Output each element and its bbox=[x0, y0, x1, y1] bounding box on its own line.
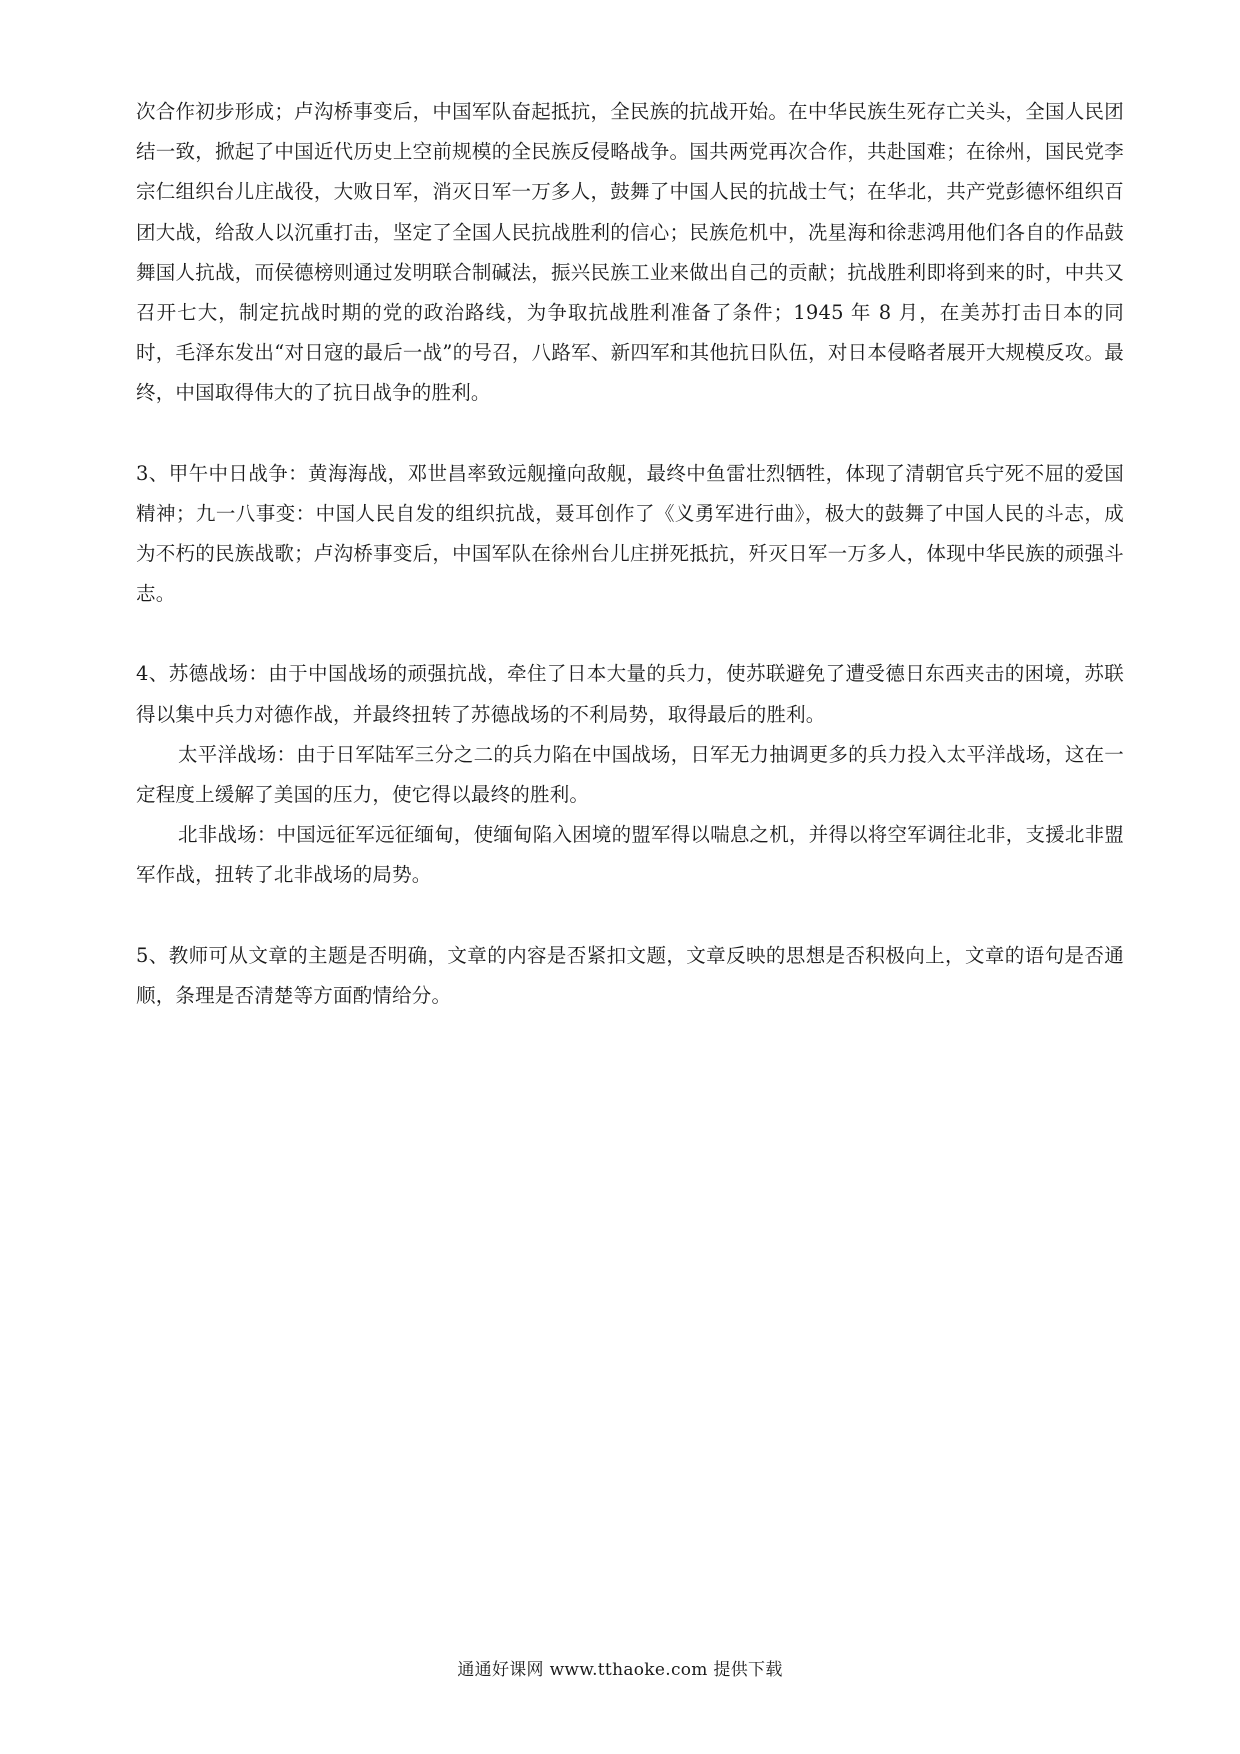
page-footer: 通通好课网 www.tthaoke.com 提供下载 bbox=[457, 1660, 783, 1680]
paragraph-continuation: 次合作初步形成；卢沟桥事变后，中国军队奋起抵抗，全民族的抗战开始。在中华民族生死存亡关头，全国人民团结一致，掀起了中国近代历史上空前规模的全民族反侵略战争。国共两党再次合作，共赴国难；在徐州，国民党李宗仁组织台儿庄战役，大败日军，消灭日军一万多人，鼓舞了中国人民的抗战士气；在华北，共产党彭德怀组织百团大战，给敌人以沉重打击，坚定了全国人民抗战胜利的信心；民族危机中，冼星海和徐悲鸿用他们各自的作品鼓舞国人抗战，而侯德榜则通过发明联合制碱法，振兴民族工业来做出自己的贡献；抗战胜利即将到来的时，中共又召开七大，制定抗战时期的党的政治路线，为争取抗战胜利准备了条件；1945 年 8 月，在美苏打击日本的同时，毛泽东发出“对日寇的最后一战”的号召，八路军、新四军和其他抗日队伍，对日本侵略者展开大规模反攻。最终，中国取得伟大的了抗日战争的胜利。 bbox=[136, 100, 1124, 405]
paragraph-answer-5: 5、教师可从文章的主题是否明确，文章的内容是否紧扣文题，文章反映的思想是否积极向上，文章的语句是否通顺，条理是否清楚等方面酌情给分。 bbox=[136, 943, 1124, 1007]
document-body bbox=[136, 92, 1124, 1016]
paragraph-answer-4: 4、苏德战场：由于中国战场的顽强抗战，牵住了日本大量的兵力，使苏联避免了遭受德日东西夹击的困境，苏联得以集中兵力对德作战，并最终扭转了苏德战场的不利局势，取得最后的胜利。 bbox=[136, 662, 1124, 726]
paragraph-north-africa-theater: 北非战场：中国远征军远征缅甸，使缅甸陷入困境的盟军得以喘息之机，并得以将空军调往北非，支援北非盟军作战，扭转了北非战场的局势。 bbox=[136, 823, 1124, 887]
paragraph-pacific-theater: 太平洋战场：由于日军陆军三分之二的兵力陷在中国战场，日军无力抽调更多的兵力投入太平洋战场，这在一定程度上缓解了美国的压力，使它得以最终的胜利。 bbox=[136, 742, 1124, 807]
paragraph-answer-3: 3、甲午中日战争：黄海海战，邓世昌率致远舰撞向敌舰，最终中鱼雷壮烈牺牲，体现了清朝官兵宁死不屈的爱国精神；九一八事变：中国人民自发的组织抗战，聂耳创作了《义勇军进行曲》，极大的鼓舞了中国人民的斗志，成为不朽的民族战歌；卢沟桥事变后，中国军队在徐州台儿庄拼死抵抗，歼灭日军一万多人，体现中华民族的顽强斗志。 bbox=[136, 461, 1124, 606]
